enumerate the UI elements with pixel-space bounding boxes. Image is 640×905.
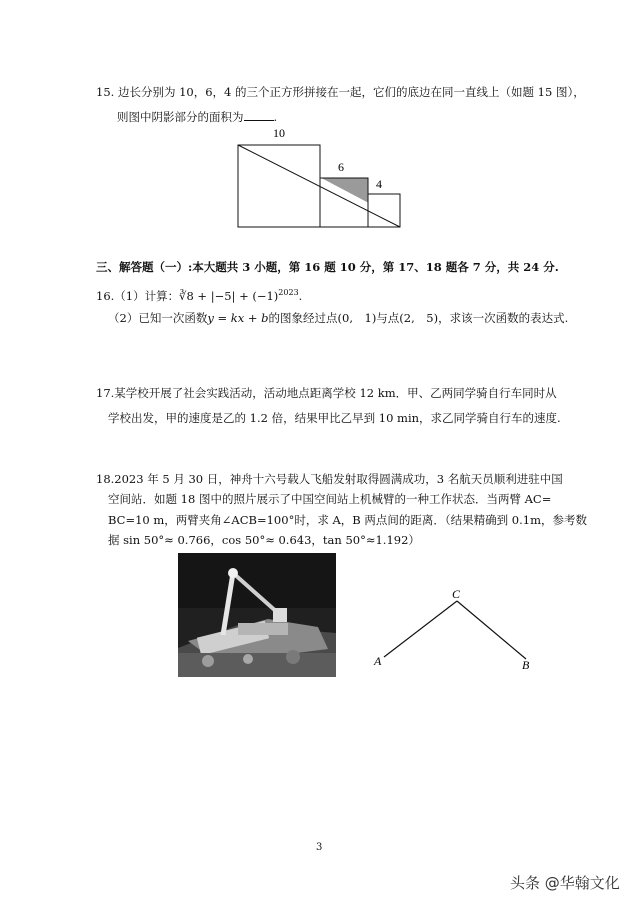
space-station-photo bbox=[178, 553, 336, 677]
square-4 bbox=[368, 194, 400, 227]
watermark: 头条 @华翰文化 bbox=[510, 874, 620, 892]
q15-line1 bbox=[96, 85, 585, 99]
q15-text-line1: 边长分别为 10，6，4 的三个正方形拼接在一起，它们的底边在同一直线上（如题 15 图）， bbox=[117, 85, 585, 99]
q17-line1: 17.某学校开展了社会实践活动，活动地点距离学校 12 km．甲、乙两同学骑自行车同时从 bbox=[96, 386, 557, 400]
q16-part2 bbox=[108, 311, 568, 325]
q18-line3: BC=10 m，两臂夹角∠ACB=100°时，求 A，B 两点间的距离．（结果精确到 0.1m，参考数 bbox=[108, 513, 587, 527]
label-4: 4 bbox=[376, 177, 382, 191]
point-C-label: C bbox=[452, 587, 461, 601]
q16-part2-func: y = kx + b bbox=[207, 311, 269, 325]
q16-part1 bbox=[96, 286, 302, 303]
q16-part1-end: . bbox=[298, 288, 303, 303]
q15-text-line2: 则图中阴影部分的面积为 bbox=[117, 110, 244, 124]
q18-arm-figure bbox=[370, 585, 540, 675]
arm-BC bbox=[457, 601, 526, 659]
q18-line4: 据 sin 50°≈ 0.766，cos 50°≈ 0.643，tan 50°≈1.192） bbox=[108, 533, 420, 547]
q16-part2-rest: 的图象经过点(0, 1)与点(2, 5)，求该一次函数的表达式. bbox=[268, 311, 569, 325]
q18-line2: 空间站．如题 18 图中的照片展示了中国空间站上机械臂的一种工作状态．当两臂 AC= bbox=[108, 492, 552, 506]
robotic-arm-photo-graphic bbox=[178, 553, 336, 677]
arm-AC bbox=[384, 601, 457, 657]
point-A-label: A bbox=[374, 654, 382, 668]
label-10: 10 bbox=[273, 126, 285, 140]
q16-part1-expr: ∛8 + |−5| + (−1) bbox=[179, 288, 279, 303]
q15-squares-figure bbox=[230, 120, 410, 230]
q18-line1: 18.2023 年 5 月 30 日，神舟十六号载人飞船发射取得圆满成功，3 名航天员顺利进驻中国 bbox=[96, 472, 563, 486]
q16-part1-prefix: （1）计算： bbox=[114, 288, 180, 303]
q17-line2: 学校出发，甲的速度是乙的 1.2 倍，结果甲比乙早到 10 min，求乙同学骑自行车的速度. bbox=[108, 411, 561, 425]
square-10 bbox=[238, 145, 320, 227]
q16-part1-exponent: 2023 bbox=[278, 288, 299, 297]
q16-part2-prefix: （2）已知一次函数 bbox=[108, 311, 208, 325]
page-number: 3 bbox=[316, 842, 323, 853]
q16-number: 16. bbox=[96, 288, 115, 303]
section3-heading: 三、解答题（一）:本大题共 3 小题，第 16 题 10 分，第 17、18 题各 7 分，共 24 分. bbox=[96, 260, 559, 274]
label-6: 6 bbox=[338, 160, 344, 174]
point-B-label: B bbox=[522, 658, 530, 672]
q15-text-line2-end: . bbox=[273, 110, 278, 124]
q15-number: 15. bbox=[96, 85, 115, 99]
